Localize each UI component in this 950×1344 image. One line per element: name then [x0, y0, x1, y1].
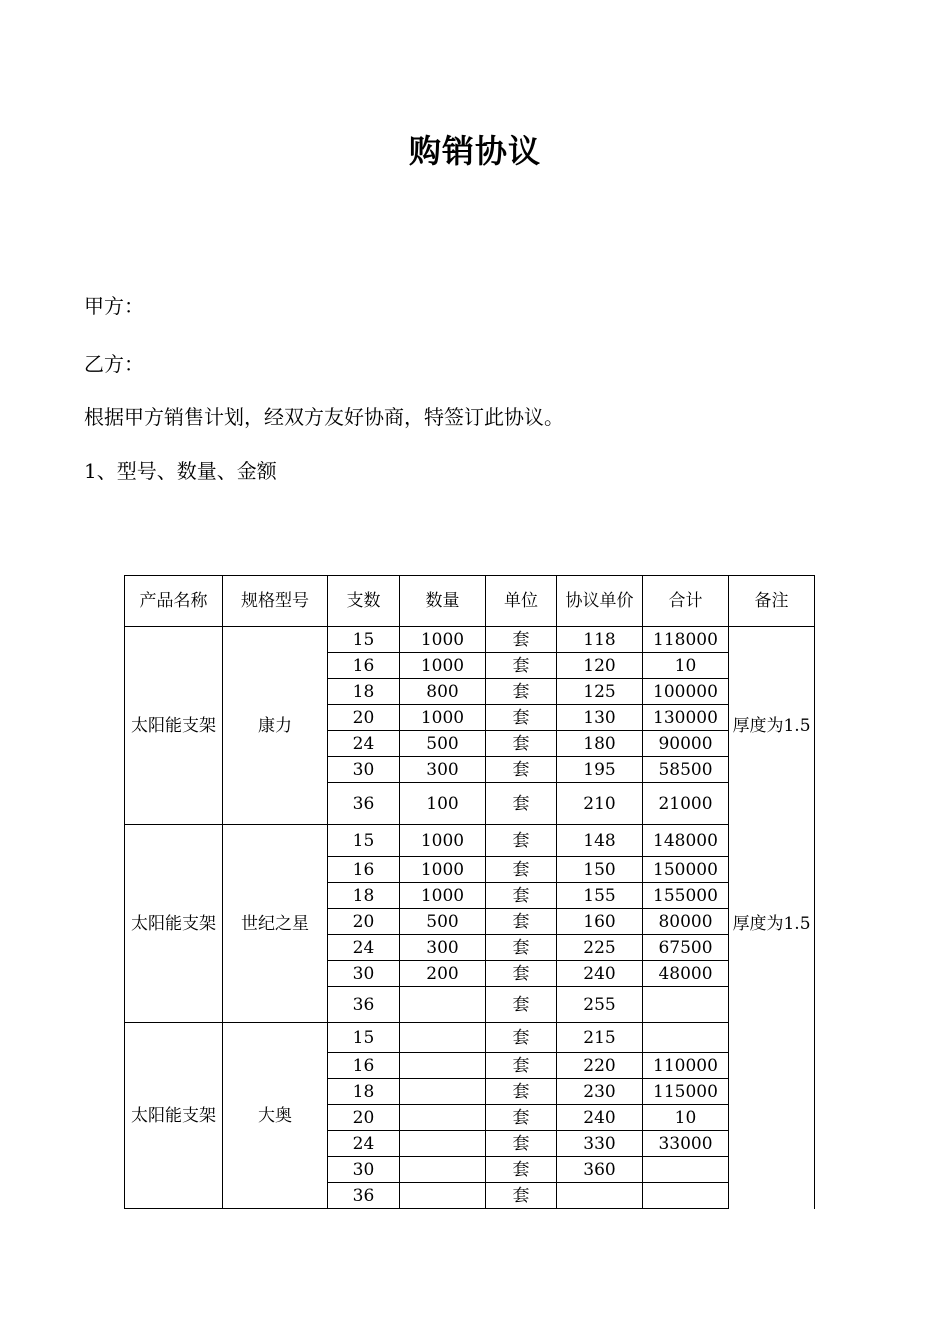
product-name-cell: 太阳能支架: [125, 627, 223, 825]
branches-cell: 20: [328, 909, 400, 935]
unit-price-cell: 360: [557, 1157, 643, 1183]
total-cell: 10: [643, 1105, 729, 1131]
unit-cell: 套: [486, 679, 557, 705]
table-header-row: [125, 576, 815, 627]
total-cell: 80000: [643, 909, 729, 935]
quantity-cell: 1000: [400, 883, 486, 909]
total-cell: 115000: [643, 1079, 729, 1105]
quantity-cell: 100: [400, 783, 486, 825]
unit-price-cell: 155: [557, 883, 643, 909]
quantity-cell: 1000: [400, 825, 486, 857]
unit-cell: 套: [486, 987, 557, 1023]
product-name-cell: 太阳能支架: [125, 1023, 223, 1209]
total-cell: 10: [643, 653, 729, 679]
unit-cell: 套: [486, 1131, 557, 1157]
product-name-cell: 太阳能支架: [125, 825, 223, 1023]
unit-cell: 套: [486, 783, 557, 825]
product-spec-table: [124, 575, 815, 1209]
total-cell: 48000: [643, 961, 729, 987]
quantity-cell: [400, 1023, 486, 1053]
unit-cell: 套: [486, 1183, 557, 1209]
unit-cell: 套: [486, 627, 557, 653]
agreement-basis-text: 根据甲方销售计划，经双方友好协商，特签订此协议。: [84, 405, 564, 429]
branches-cell: 24: [328, 731, 400, 757]
quantity-cell: 1000: [400, 705, 486, 731]
total-cell: 155000: [643, 883, 729, 909]
branches-cell: 18: [328, 1079, 400, 1105]
branches-cell: 30: [328, 1157, 400, 1183]
unit-cell: 套: [486, 757, 557, 783]
unit-price-cell: 195: [557, 757, 643, 783]
unit-price-cell: 240: [557, 1105, 643, 1131]
quantity-cell: 300: [400, 757, 486, 783]
total-cell: 33000: [643, 1131, 729, 1157]
quantity-cell: 1000: [400, 627, 486, 653]
quantity-cell: 500: [400, 909, 486, 935]
quantity-cell: [400, 1183, 486, 1209]
unit-cell: 套: [486, 705, 557, 731]
total-cell: 67500: [643, 935, 729, 961]
table-row: [125, 627, 815, 653]
quantity-cell: [400, 1157, 486, 1183]
unit-cell: 套: [486, 909, 557, 935]
branches-cell: 15: [328, 1023, 400, 1053]
total-cell: 118000: [643, 627, 729, 653]
table-row: [125, 825, 815, 857]
quantity-cell: [400, 1131, 486, 1157]
branches-cell: 36: [328, 1183, 400, 1209]
unit-price-cell: 150: [557, 857, 643, 883]
branches-cell: 20: [328, 1105, 400, 1131]
branches-cell: 20: [328, 705, 400, 731]
branches-cell: 18: [328, 679, 400, 705]
header-unit: 单位: [486, 576, 557, 627]
quantity-cell: 200: [400, 961, 486, 987]
unit-price-cell: 230: [557, 1079, 643, 1105]
total-cell: [643, 1183, 729, 1209]
total-cell: 130000: [643, 705, 729, 731]
unit-price-cell: 180: [557, 731, 643, 757]
total-cell: 110000: [643, 1053, 729, 1079]
quantity-cell: [400, 1079, 486, 1105]
header-quantity: 数量: [400, 576, 486, 627]
total-cell: 148000: [643, 825, 729, 857]
model-cell: 康力: [223, 627, 328, 825]
unit-cell: 套: [486, 653, 557, 679]
quantity-cell: [400, 987, 486, 1023]
unit-cell: 套: [486, 1105, 557, 1131]
unit-cell: 套: [486, 961, 557, 987]
note-cell: 厚度为1.5: [729, 627, 815, 825]
unit-price-cell: 225: [557, 935, 643, 961]
branches-cell: 36: [328, 783, 400, 825]
quantity-cell: 500: [400, 731, 486, 757]
unit-cell: 套: [486, 1157, 557, 1183]
unit-price-cell: 130: [557, 705, 643, 731]
quantity-cell: 800: [400, 679, 486, 705]
total-cell: [643, 1157, 729, 1183]
branches-cell: 16: [328, 857, 400, 883]
branches-cell: 16: [328, 653, 400, 679]
unit-price-cell: 118: [557, 627, 643, 653]
note-cell: 厚度为1.5: [729, 825, 815, 1023]
quantity-cell: 1000: [400, 653, 486, 679]
unit-cell: 套: [486, 1023, 557, 1053]
branches-cell: 24: [328, 1131, 400, 1157]
section-1-heading: 1、型号、数量、金额: [84, 459, 277, 483]
header-unit-price: 协议单价: [557, 576, 643, 627]
branches-cell: 18: [328, 883, 400, 909]
unit-price-cell: 330: [557, 1131, 643, 1157]
header-branches: 支数: [328, 576, 400, 627]
total-cell: 58500: [643, 757, 729, 783]
total-cell: 150000: [643, 857, 729, 883]
branches-cell: 16: [328, 1053, 400, 1079]
total-cell: 21000: [643, 783, 729, 825]
quantity-cell: 1000: [400, 857, 486, 883]
branches-cell: 15: [328, 825, 400, 857]
party-a-label: 甲方：: [84, 294, 144, 318]
quantity-cell: [400, 1053, 486, 1079]
header-model: 规格型号: [223, 576, 328, 627]
unit-cell: 套: [486, 1053, 557, 1079]
unit-cell: 套: [486, 731, 557, 757]
unit-price-cell: [557, 1183, 643, 1209]
branches-cell: 30: [328, 961, 400, 987]
header-note: 备注: [729, 576, 815, 627]
header-product-name: 产品名称: [125, 576, 223, 627]
branches-cell: 24: [328, 935, 400, 961]
unit-cell: 套: [486, 883, 557, 909]
quantity-cell: 300: [400, 935, 486, 961]
header-total: 合计: [643, 576, 729, 627]
unit-price-cell: 148: [557, 825, 643, 857]
total-cell: 100000: [643, 679, 729, 705]
total-cell: [643, 987, 729, 1023]
unit-cell: 套: [486, 825, 557, 857]
unit-price-cell: 215: [557, 1023, 643, 1053]
table-row: [125, 1023, 815, 1053]
note-cell: [729, 1023, 815, 1209]
branches-cell: 15: [328, 627, 400, 653]
unit-price-cell: 125: [557, 679, 643, 705]
total-cell: [643, 1023, 729, 1053]
unit-cell: 套: [486, 857, 557, 883]
unit-cell: 套: [486, 935, 557, 961]
total-cell: 90000: [643, 731, 729, 757]
page-title: 购销协议: [408, 132, 541, 170]
unit-price-cell: 120: [557, 653, 643, 679]
branches-cell: 36: [328, 987, 400, 1023]
branches-cell: 30: [328, 757, 400, 783]
quantity-cell: [400, 1105, 486, 1131]
unit-price-cell: 210: [557, 783, 643, 825]
unit-price-cell: 160: [557, 909, 643, 935]
unit-price-cell: 255: [557, 987, 643, 1023]
model-cell: 大奥: [223, 1023, 328, 1209]
unit-price-cell: 220: [557, 1053, 643, 1079]
party-b-label: 乙方：: [84, 352, 144, 376]
unit-price-cell: 240: [557, 961, 643, 987]
model-cell: 世纪之星: [223, 825, 328, 1023]
unit-cell: 套: [486, 1079, 557, 1105]
